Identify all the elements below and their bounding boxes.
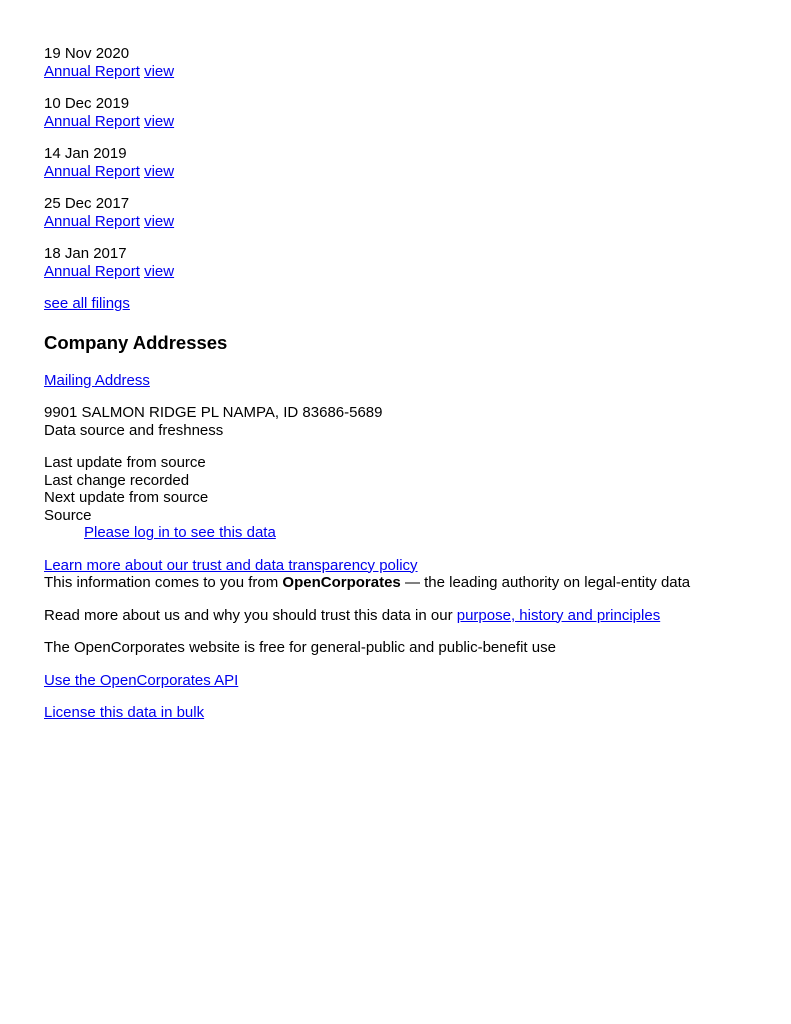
filing-item — [44, 195, 747, 230]
bulk-license-row — [44, 704, 747, 722]
filing-view-link[interactable]: view — [144, 212, 175, 230]
filing-date: 19 Nov 2020 — [44, 45, 130, 62]
freshness-field-label: Source — [44, 506, 92, 524]
freshness-login-row — [84, 524, 747, 542]
filing-view-link[interactable]: view — [144, 62, 175, 80]
api-row — [44, 672, 747, 690]
read-more-block — [44, 607, 747, 625]
brand-name: OpenCorporates — [282, 574, 401, 591]
company-addresses-heading: Company Addresses — [44, 331, 228, 353]
freshness-field-label: Next update from source — [44, 489, 209, 506]
freshness-field-label: Last update from source — [44, 454, 206, 471]
filing-date: 10 Dec 2019 — [44, 95, 130, 112]
filing-date: 18 Jan 2017 — [44, 245, 127, 262]
mailing-address-row — [44, 372, 747, 390]
bulk-license-link[interactable]: License this data in bulk — [44, 704, 205, 721]
filing-date: 25 Dec 2017 — [44, 195, 130, 212]
login-to-see-data-link[interactable]: Please log in to see this data — [84, 524, 276, 541]
trust-block — [44, 557, 747, 592]
filing-view-link[interactable]: view — [144, 262, 175, 280]
filing-item — [44, 45, 747, 80]
filing-title-link[interactable]: Annual Report — [44, 162, 140, 180]
filing-item — [44, 95, 747, 130]
filing-title-link[interactable]: Annual Report — [44, 212, 140, 230]
trust-policy-link[interactable]: Learn more about our trust and data transparency policy — [44, 556, 418, 574]
purpose-history-principles-link[interactable]: purpose, history and principles — [456, 606, 661, 624]
filing-item — [44, 145, 747, 180]
mailing-address-link[interactable]: Mailing Address — [44, 371, 150, 389]
filing-date: 14 Jan 2019 — [44, 145, 127, 162]
info-text-suffix: — the leading authority on legal-entity data — [400, 574, 691, 591]
filing-item — [44, 245, 747, 280]
data-freshness-heading: Data source and freshness — [44, 421, 224, 439]
filing-title-link[interactable]: Annual Report — [44, 62, 140, 80]
freshness-list — [44, 454, 747, 542]
free-use-text: The OpenCorporates website is free for general-public and public-benefit use — [44, 639, 556, 656]
info-text-prefix: This information comes to you from — [44, 574, 283, 591]
mailing-address-value: 9901 SALMON RIDGE PL NAMPA, ID 83686-5689 — [44, 404, 383, 421]
address-block — [44, 404, 747, 439]
filing-view-link[interactable]: view — [144, 112, 175, 130]
filings-list — [44, 45, 747, 313]
filing-title-link[interactable]: Annual Report — [44, 262, 140, 280]
filing-view-link[interactable]: view — [144, 162, 175, 180]
filing-title-link[interactable]: Annual Report — [44, 112, 140, 130]
api-link[interactable]: Use the OpenCorporates API — [44, 671, 239, 689]
freshness-field-label: Last change recorded — [44, 471, 190, 489]
see-all-filings-row — [44, 295, 747, 313]
read-more-text: Read more about us and why you should trust this data in our — [44, 606, 457, 624]
see-all-filings-link[interactable]: see all filings — [44, 295, 130, 312]
